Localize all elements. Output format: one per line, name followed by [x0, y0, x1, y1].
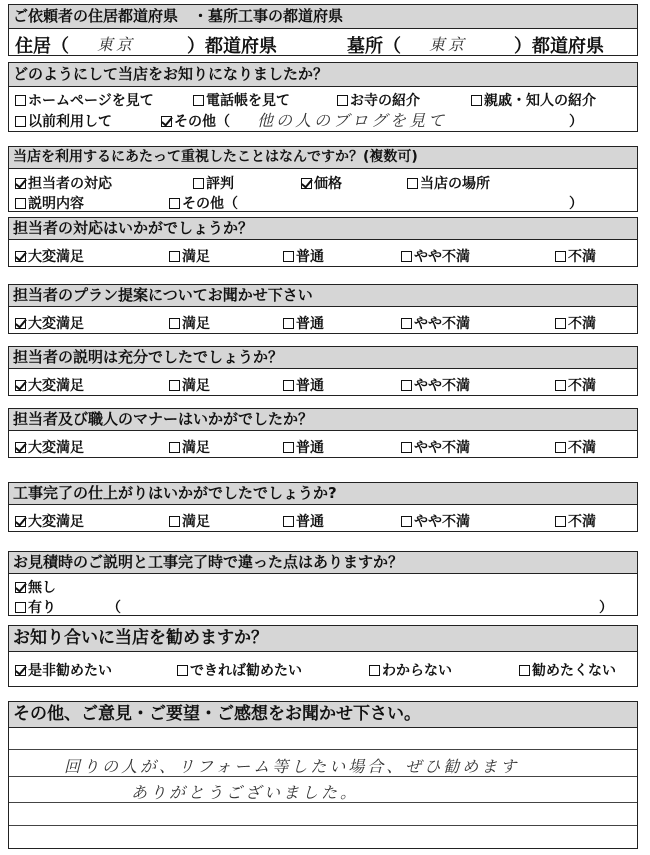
rating-option-dissatisfied[interactable]: [555, 246, 596, 266]
checkbox-icon[interactable]: [283, 516, 294, 527]
checkbox-icon[interactable]: [283, 251, 294, 262]
rating-header: 担当者のプラン提案についてお聞かせ下さい: [9, 285, 637, 307]
rating-option-label: 大変満足: [28, 514, 84, 530]
rating-option-very-satisfied[interactable]: [15, 313, 84, 333]
rating-option-neutral[interactable]: [283, 511, 324, 531]
rating-option-dissatisfied[interactable]: [555, 313, 596, 333]
q1-option-phonebook[interactable]: 電話帳を見て: [193, 90, 290, 110]
checkbox-icon[interactable]: [169, 198, 180, 209]
q8-header: お見積時のご説明と工事完了時で違った点はありますか？: [9, 552, 637, 574]
rating-option-somewhat-dissatisfied[interactable]: [401, 313, 470, 333]
checkbox-icon[interactable]: [169, 380, 180, 391]
rating-section-3: [8, 346, 638, 396]
checkbox-checked-icon[interactable]: [15, 442, 26, 453]
rating-option-label: やや不満: [414, 440, 470, 456]
rating-option-somewhat-dissatisfied[interactable]: [401, 437, 470, 457]
rating-header: 担当者の説明は充分でしたでしょうか？: [9, 347, 637, 369]
comment-rule-4: [9, 825, 637, 826]
grave-label: 墓所（: [347, 36, 401, 57]
checkbox-icon[interactable]: [369, 665, 380, 676]
q8-option-none[interactable]: 無し: [15, 577, 56, 597]
residence-section: [8, 4, 638, 56]
comments-header: その他、ご意見・ご要望・ご感想をお聞かせ下さい。: [9, 702, 637, 728]
checkbox-checked-icon[interactable]: [15, 665, 26, 676]
rating-option-satisfied[interactable]: [169, 511, 210, 531]
rating-option-dissatisfied[interactable]: [555, 437, 596, 457]
q9-section: [8, 625, 638, 687]
rating-section-2: [8, 284, 638, 334]
rating-option-label: 不満: [568, 378, 596, 394]
checkbox-icon[interactable]: [283, 318, 294, 329]
rating-option-neutral[interactable]: [283, 437, 324, 457]
checkbox-checked-icon[interactable]: [15, 178, 26, 189]
rating-option-neutral[interactable]: [283, 246, 324, 266]
rating-option-label: 満足: [182, 249, 210, 265]
rating-option-label: 不満: [568, 440, 596, 456]
rating-option-somewhat-dissatisfied[interactable]: [401, 246, 470, 266]
rating-option-satisfied[interactable]: [169, 246, 210, 266]
q2-option-price[interactable]: 価格: [301, 173, 342, 193]
rating-option-satisfied[interactable]: [169, 437, 210, 457]
checkbox-icon[interactable]: [337, 95, 348, 106]
rating-option-label: やや不満: [414, 316, 470, 332]
q2-option-staff[interactable]: 担当者の対応: [15, 173, 112, 193]
checkbox-icon[interactable]: [283, 442, 294, 453]
rating-option-label: 普通: [296, 514, 324, 530]
checkbox-checked-icon[interactable]: [15, 251, 26, 262]
checkbox-icon[interactable]: [401, 318, 412, 329]
checkbox-icon[interactable]: [15, 602, 26, 613]
checkbox-icon[interactable]: [15, 95, 26, 106]
rating-option-very-satisfied[interactable]: [15, 375, 84, 395]
checkbox-icon[interactable]: [555, 380, 566, 391]
checkbox-icon[interactable]: [193, 178, 204, 189]
q8-section: [8, 551, 638, 616]
rating-option-neutral[interactable]: [283, 313, 324, 333]
rating-option-somewhat-dissatisfied[interactable]: [401, 511, 470, 531]
q8-open-paren: （: [107, 600, 121, 616]
q1-section: [8, 62, 638, 132]
home-value[interactable]: 東京: [97, 35, 136, 54]
comment-line-2[interactable]: ありがとうございました。: [131, 783, 360, 802]
rating-option-label: 満足: [182, 514, 210, 530]
checkbox-icon[interactable]: [471, 95, 482, 106]
rating-option-label: やや不満: [414, 378, 470, 394]
q2-close-paren: ）: [569, 196, 583, 212]
grave-suffix: ）都道府県: [514, 36, 604, 57]
checkbox-checked-icon[interactable]: [301, 178, 312, 189]
comment-line-1[interactable]: 回りの人が、リフォーム等したい場合、ぜひ勧めます: [64, 757, 520, 776]
rating-option-label: 普通: [296, 378, 324, 394]
q1-close-paren: ）: [569, 114, 583, 130]
rating-option-label: 不満: [568, 316, 596, 332]
checkbox-icon[interactable]: [555, 516, 566, 527]
rating-option-label: 満足: [182, 440, 210, 456]
rating-option-label: 普通: [296, 249, 324, 265]
rating-option-label: 大変満足: [28, 316, 84, 332]
q2-section: [8, 146, 638, 212]
checkbox-icon[interactable]: [401, 251, 412, 262]
q2-option-other[interactable]: その他（: [169, 193, 238, 213]
checkbox-checked-icon[interactable]: [15, 516, 26, 527]
home-label: 住居（: [15, 36, 69, 57]
checkbox-icon[interactable]: [169, 318, 180, 329]
comment-rule-1: [9, 749, 637, 750]
q9-option-definitely[interactable]: 是非勧めたい: [15, 660, 112, 680]
checkbox-icon[interactable]: [177, 665, 188, 676]
q2-option-reputation[interactable]: 評判: [193, 173, 234, 193]
rating-option-dissatisfied[interactable]: [555, 511, 596, 531]
rating-header: 担当者及び職人のマナーはいかがでしたか？: [9, 409, 637, 431]
rating-option-very-satisfied[interactable]: [15, 246, 84, 266]
checkbox-icon[interactable]: [401, 442, 412, 453]
q1-option-temple[interactable]: お寺の紹介: [337, 90, 420, 110]
q2-option-location[interactable]: 当店の場所: [407, 173, 490, 193]
home-suffix: ）都道府県: [187, 36, 277, 57]
rating-section-4: [8, 408, 638, 458]
checkbox-icon[interactable]: [555, 318, 566, 329]
q8-close-paren: ）: [599, 600, 613, 616]
checkbox-icon[interactable]: [401, 516, 412, 527]
residence-header: ご依頼者の住居都道府県 ・墓所工事の都道府県: [9, 5, 637, 29]
q1-option-homepage[interactable]: ホームページを見て: [15, 90, 154, 110]
rating-option-dissatisfied[interactable]: [555, 375, 596, 395]
checkbox-icon[interactable]: [555, 442, 566, 453]
checkbox-icon[interactable]: [283, 380, 294, 391]
q1-header: どのようにして当店をお知りになりましたか？: [9, 63, 637, 87]
checkbox-icon[interactable]: [407, 178, 418, 189]
q1-option-other[interactable]: その他（: [161, 111, 230, 131]
q9-option-unsure[interactable]: わからない: [369, 660, 452, 680]
rating-option-label: 大変満足: [28, 378, 84, 394]
q9-option-if-possible[interactable]: できれば勧めたい: [177, 660, 302, 680]
checkbox-icon[interactable]: [555, 251, 566, 262]
checkbox-icon[interactable]: [169, 516, 180, 527]
rating-option-satisfied[interactable]: [169, 313, 210, 333]
checkbox-checked-icon[interactable]: [15, 380, 26, 391]
rating-option-label: 大変満足: [28, 249, 84, 265]
rating-header: 担当者の対応はいかがでしょうか？: [9, 218, 637, 240]
rating-option-label: 普通: [296, 316, 324, 332]
rating-option-very-satisfied[interactable]: [15, 437, 84, 457]
q2-header: 当店を利用するにあたって重視したことはなんですか？(複数可): [9, 147, 637, 169]
checkbox-icon[interactable]: [15, 198, 26, 209]
checkbox-icon[interactable]: [169, 251, 180, 262]
rating-section-1: [8, 217, 638, 267]
rating-option-label: 普通: [296, 440, 324, 456]
rating-option-label: 満足: [182, 316, 210, 332]
rating-section-5: [8, 482, 638, 532]
rating-option-label: やや不満: [414, 514, 470, 530]
checkbox-checked-icon[interactable]: [161, 116, 172, 127]
checkbox-icon[interactable]: [401, 380, 412, 391]
checkbox-checked-icon[interactable]: [15, 318, 26, 329]
rating-header: 工事完了の仕上がりはいかがでしたでしょうか?: [9, 483, 637, 505]
comments-section: [8, 701, 638, 849]
checkbox-icon[interactable]: [169, 442, 180, 453]
q1-option-previous[interactable]: 以前利用して: [15, 111, 112, 131]
rating-option-label: 不満: [568, 249, 596, 265]
q1-option-relatives[interactable]: 親戚・知人の紹介: [471, 90, 596, 110]
checkbox-icon[interactable]: [193, 95, 204, 106]
q9-option-no[interactable]: 勧めたくない: [519, 660, 616, 680]
rating-option-label: 満足: [182, 378, 210, 394]
rating-option-label: 不満: [568, 514, 596, 530]
rating-option-label: 大変満足: [28, 440, 84, 456]
rating-option-satisfied[interactable]: [169, 375, 210, 395]
checkbox-checked-icon[interactable]: [15, 582, 26, 593]
rating-option-somewhat-dissatisfied[interactable]: [401, 375, 470, 395]
q9-header: お知り合いに当店を勧めますか？: [9, 626, 637, 652]
rating-option-label: やや不満: [414, 249, 470, 265]
q1-other-text[interactable]: 他の人のブログを見て: [257, 111, 448, 130]
rating-option-neutral[interactable]: [283, 375, 324, 395]
q8-option-yes[interactable]: 有り: [15, 597, 56, 617]
q2-option-explanation[interactable]: 説明内容: [15, 193, 84, 213]
checkbox-icon[interactable]: [15, 116, 26, 127]
checkbox-icon[interactable]: [519, 665, 530, 676]
rating-option-very-satisfied[interactable]: [15, 511, 84, 531]
grave-value[interactable]: 東京: [429, 35, 468, 54]
